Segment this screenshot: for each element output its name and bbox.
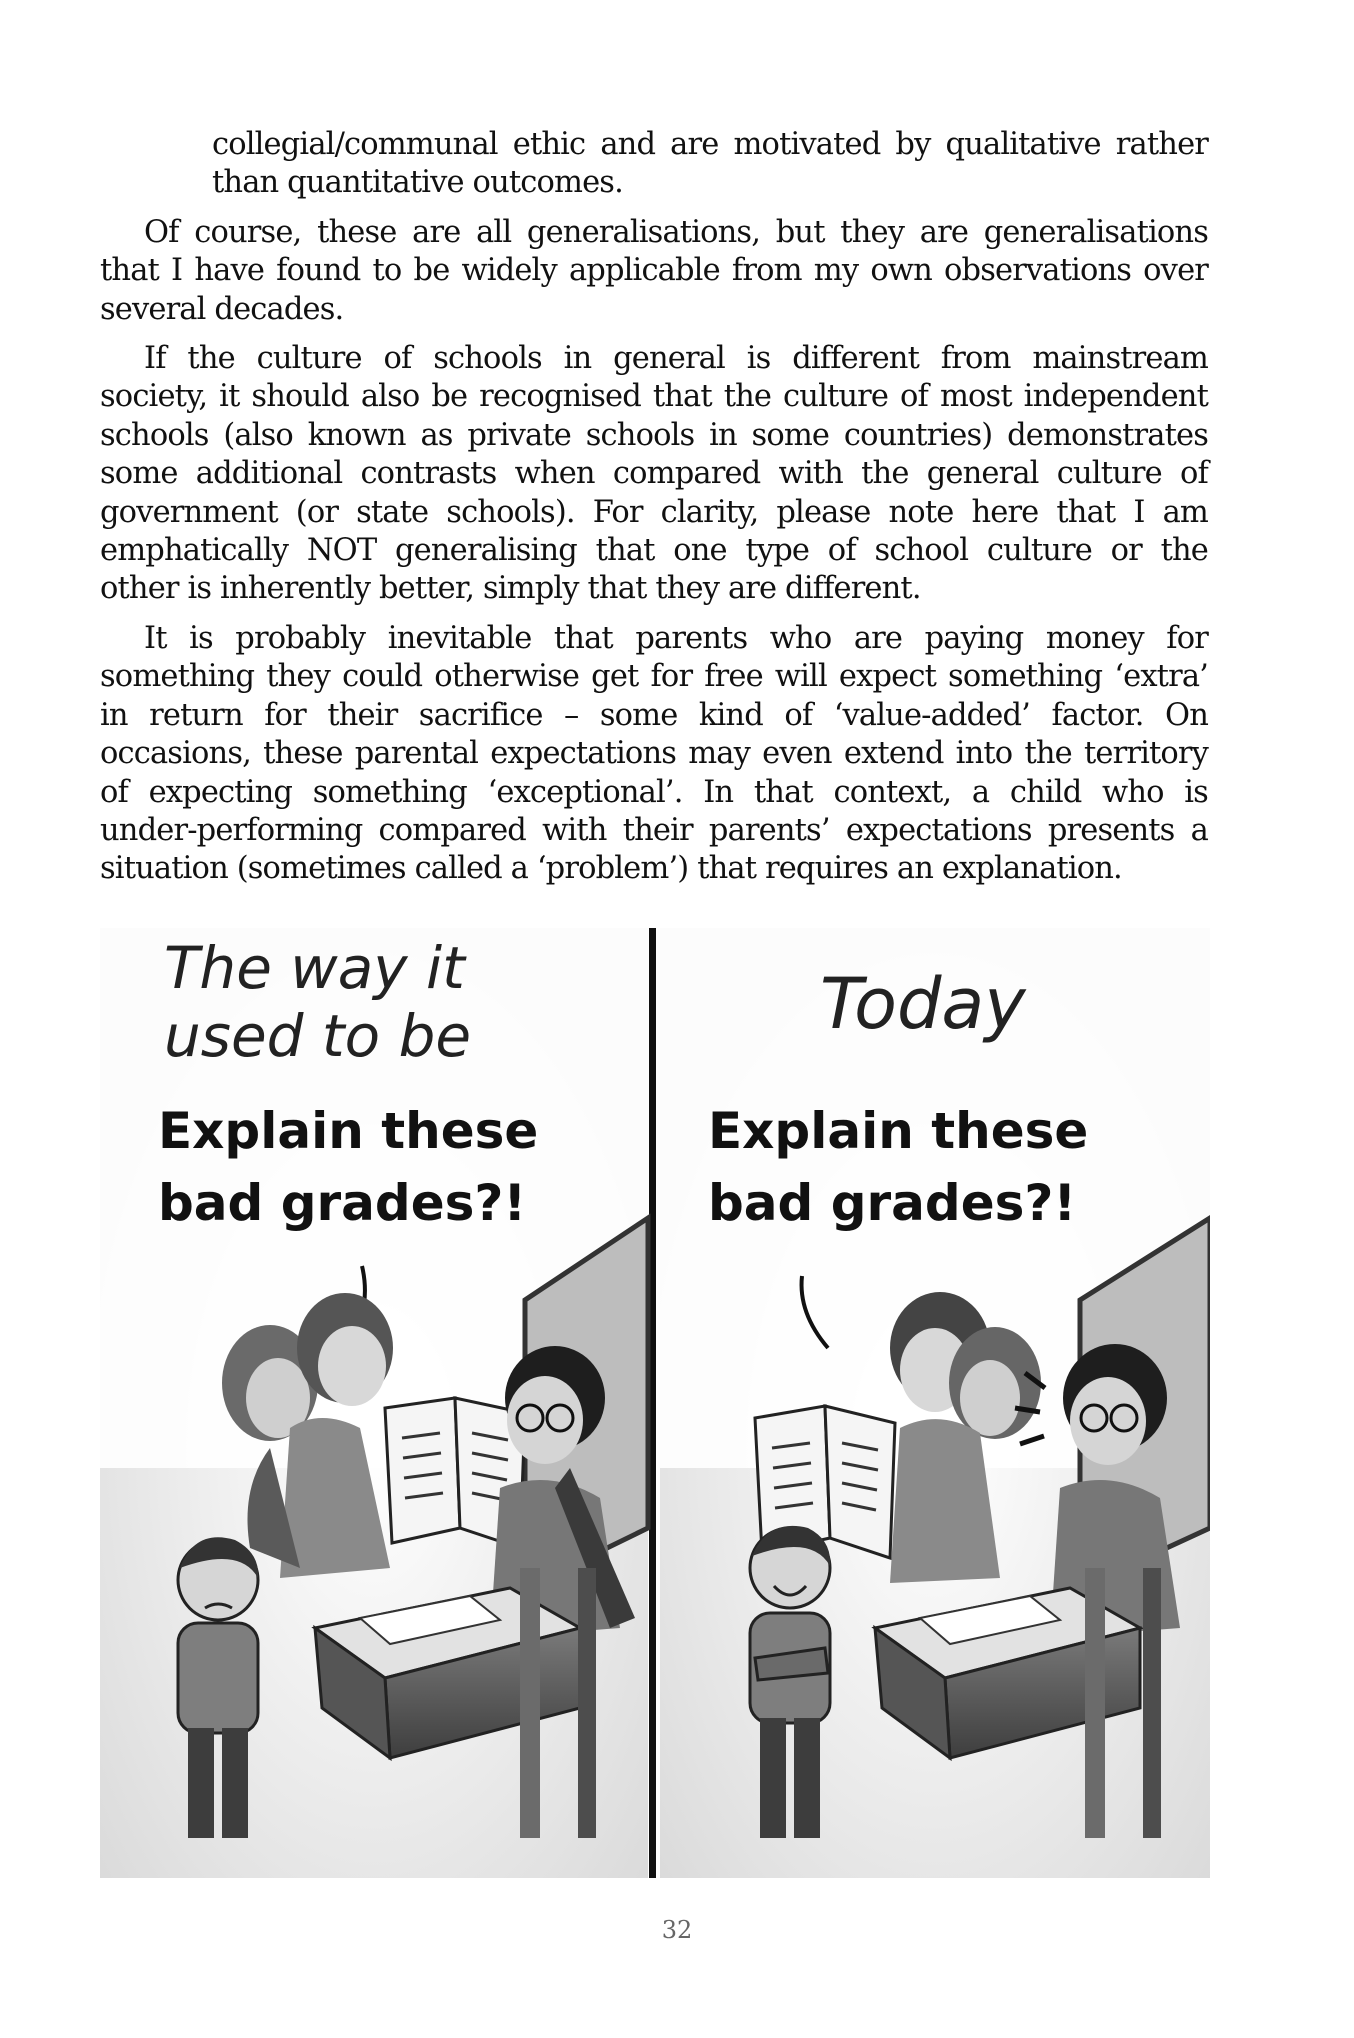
paragraph: [100, 620, 1208, 889]
text-line: under-performing compared with their parents’ expectations presents a: [100, 812, 1208, 848]
speech-text: Explain these: [708, 1102, 1089, 1160]
text-line: collegial/communal ethic and are motivated by qualitative rather: [212, 127, 1208, 162]
text-line: that I have found to be widely applicable from my own observations over: [100, 253, 1208, 289]
handwritten-caption: The way it: [164, 934, 465, 1002]
speech-text: bad grades?!: [158, 1174, 527, 1232]
body-text: [100, 126, 1208, 900]
paragraph-continuation: [100, 126, 1208, 203]
text-line: something they could otherwise get for free will expect something ‘extra’: [100, 659, 1208, 695]
text-line: several decades.: [100, 291, 344, 327]
text-line: emphatically NOT generalising that one type of school culture or the: [100, 533, 1208, 569]
text-line: situation (sometimes called a ‘problem’) that requires an explanation.: [100, 851, 1122, 887]
text-line: It is probably inevitable that parents who are paying money for: [144, 620, 1208, 656]
text-line: some additional contrasts when compared with the general culture of: [100, 456, 1208, 492]
speech-text: bad grades?!: [708, 1174, 1077, 1232]
text-line: If the culture of schools in general is different from mainstream: [144, 341, 1208, 377]
paragraph: [100, 340, 1208, 609]
paragraph: [100, 214, 1208, 329]
text-line: government (or state schools). For clarity, please note here that I am: [100, 494, 1208, 530]
handwritten-caption: Today: [820, 963, 1026, 1045]
speech-text: Explain these: [158, 1102, 539, 1160]
text-line: of expecting something ‘exceptional’. In that context, a child who is: [100, 774, 1208, 810]
text-line: occasions, these parental expectations may even extend into the territory: [100, 736, 1208, 772]
text-line: in return for their sacrifice – some kind of ‘value-added’ factor. On: [100, 697, 1208, 733]
cartoon-illustration: [100, 928, 1210, 1878]
handwritten-caption: used to be: [164, 1002, 472, 1070]
text-line: other is inherently better, simply that they are different.: [100, 571, 921, 607]
comparison-cartoon: [100, 928, 1210, 1878]
text-line: Of course, these are all generalisations, but they are generalisations: [144, 214, 1208, 250]
text-line: society, it should also be recognised that the culture of most independent: [100, 379, 1208, 415]
text-line: schools (also known as private schools in some countries) demonstrates: [100, 417, 1208, 453]
text-line: than quantitative outcomes.: [212, 165, 623, 201]
page-number: 32: [661, 1916, 693, 1944]
